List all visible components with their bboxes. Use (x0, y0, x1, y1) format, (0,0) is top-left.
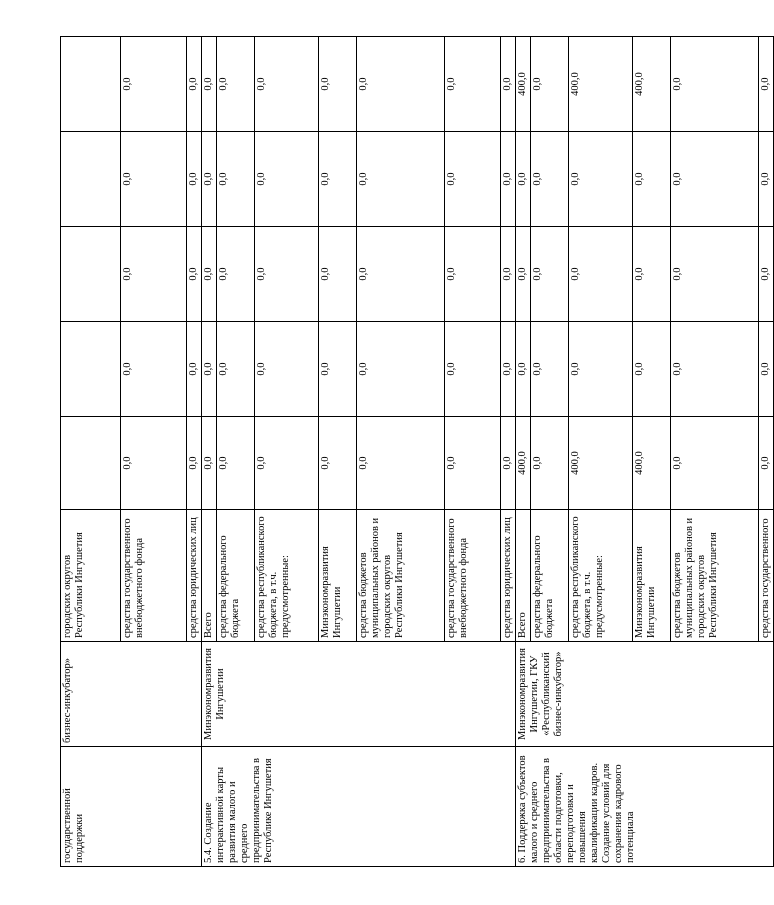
value-cell: 0,0 (121, 37, 187, 132)
value-cell: 0,0 (516, 227, 531, 322)
value-cell: 0,0 (759, 322, 774, 417)
source-cell: средства государственного внебюджетного фонда (121, 510, 187, 642)
table-row (516, 37, 531, 867)
value-cell: 0,0 (445, 132, 501, 227)
executor-cell: Минэкономразвития Ингушетии, ГКУ «Республиканский бизнес-инкубатор» (516, 642, 774, 747)
value-cell: 0,0 (187, 132, 202, 227)
source-cell: средства федерального бюджета (217, 510, 255, 642)
source-cell: Минэкономразвития Ингушетии (633, 510, 671, 642)
value-cell: 0,0 (516, 132, 531, 227)
value-cell: 0,0 (319, 417, 357, 510)
value-cell: 0,0 (671, 417, 759, 510)
value-cell: 400,0 (516, 417, 531, 510)
value-cell: 400,0 (516, 37, 531, 132)
value-cell: 0,0 (633, 227, 671, 322)
value-cell: 0,0 (633, 322, 671, 417)
source-cell: Минэкономразвития Ингушетии (319, 510, 357, 642)
value-cell: 400,0 (569, 417, 633, 510)
table-row (61, 37, 121, 867)
value-cell: 0,0 (671, 132, 759, 227)
value-cell (61, 322, 121, 417)
value-cell: 0,0 (445, 37, 501, 132)
activity-cell: 6. Поддержка субъектов малого и среднего предпринимательства в области подготовки, переподготовки и повышения квалификации кадров. Создание условий для сохранения кадрового потенциала (516, 747, 774, 867)
table-body (61, 37, 774, 867)
value-cell: 0,0 (202, 227, 217, 322)
value-cell: 0,0 (671, 227, 759, 322)
value-cell (61, 227, 121, 322)
value-cell (61, 417, 121, 510)
value-cell: 0,0 (202, 322, 217, 417)
value-cell: 0,0 (501, 417, 516, 510)
source-cell: средства республиканского бюджета, в т.ч. предусмотренные: (569, 510, 633, 642)
value-cell: 0,0 (187, 417, 202, 510)
value-cell: 0,0 (217, 417, 255, 510)
value-cell: 0,0 (759, 417, 774, 510)
source-cell: средства федерального бюджета (531, 510, 569, 642)
executor-cell: Минэкономразвития Ингушетии (202, 642, 516, 747)
value-cell: 0,0 (357, 132, 445, 227)
value-cell: 0,0 (531, 322, 569, 417)
budget-table (60, 36, 774, 867)
source-cell: средства государственного (759, 510, 774, 642)
table-row (202, 37, 217, 867)
value-cell: 0,0 (501, 132, 516, 227)
value-cell: 0,0 (121, 227, 187, 322)
activity-cell: государственной поддержки (61, 747, 202, 867)
value-cell: 0,0 (633, 132, 671, 227)
executor-cell: бизнес-инкубатор» (61, 642, 202, 747)
value-cell: 0,0 (187, 227, 202, 322)
source-cell: средства бюджетов муниципальных районов и городских округов Республики Ингушетия (357, 510, 445, 642)
value-cell: 0,0 (569, 227, 633, 322)
value-cell: 0,0 (501, 227, 516, 322)
value-cell: 0,0 (501, 37, 516, 132)
value-cell: 0,0 (671, 322, 759, 417)
value-cell: 0,0 (202, 37, 217, 132)
value-cell: 0,0 (531, 417, 569, 510)
value-cell: 0,0 (357, 37, 445, 132)
value-cell: 0,0 (255, 417, 319, 510)
value-cell: 0,0 (319, 37, 357, 132)
value-cell: 0,0 (202, 417, 217, 510)
value-cell: 0,0 (569, 322, 633, 417)
activity-cell: 5.4. Создание интерактивной карты развития малого и среднего предпринимательства в Республике Ингушетия (202, 747, 516, 867)
source-cell: Всего (202, 510, 217, 642)
value-cell: 0,0 (255, 322, 319, 417)
value-cell: 0,0 (217, 37, 255, 132)
value-cell: 0,0 (217, 132, 255, 227)
value-cell: 0,0 (671, 37, 759, 132)
value-cell (61, 37, 121, 132)
value-cell (61, 132, 121, 227)
value-cell: 0,0 (121, 322, 187, 417)
value-cell: 0,0 (121, 417, 187, 510)
value-cell: 0,0 (187, 322, 202, 417)
source-cell: средства юридических лиц (187, 510, 202, 642)
value-cell: 0,0 (501, 322, 516, 417)
value-cell: 0,0 (531, 37, 569, 132)
value-cell: 400,0 (633, 37, 671, 132)
value-cell: 0,0 (516, 322, 531, 417)
value-cell: 0,0 (445, 322, 501, 417)
value-cell: 0,0 (445, 417, 501, 510)
value-cell: 0,0 (319, 322, 357, 417)
value-cell: 0,0 (759, 37, 774, 132)
source-cell: средства государственного внебюджетного фонда (445, 510, 501, 642)
value-cell: 0,0 (759, 227, 774, 322)
value-cell: 0,0 (531, 227, 569, 322)
value-cell: 0,0 (255, 132, 319, 227)
value-cell: 0,0 (202, 132, 217, 227)
value-cell: 0,0 (445, 227, 501, 322)
source-cell: средства республиканского бюджета, в т.ч. предусмотренные: (255, 510, 319, 642)
source-cell: средства бюджетов муниципальных районов и городских округов Республики Ингушетия (671, 510, 759, 642)
value-cell: 0,0 (217, 227, 255, 322)
source-cell: Всего (516, 510, 531, 642)
value-cell: 0,0 (759, 132, 774, 227)
value-cell: 0,0 (255, 227, 319, 322)
value-cell: 0,0 (255, 37, 319, 132)
source-cell: средства юридических лиц (501, 510, 516, 642)
value-cell: 0,0 (531, 132, 569, 227)
value-cell: 400,0 (569, 37, 633, 132)
value-cell: 0,0 (357, 227, 445, 322)
value-cell: 0,0 (319, 132, 357, 227)
source-cell: городских округов Республики Ингушетия (61, 510, 121, 642)
value-cell: 0,0 (319, 227, 357, 322)
value-cell: 0,0 (357, 322, 445, 417)
value-cell: 0,0 (121, 132, 187, 227)
value-cell: 0,0 (187, 37, 202, 132)
value-cell: 0,0 (217, 322, 255, 417)
value-cell: 0,0 (357, 417, 445, 510)
value-cell: 0,0 (569, 132, 633, 227)
value-cell: 400,0 (633, 417, 671, 510)
